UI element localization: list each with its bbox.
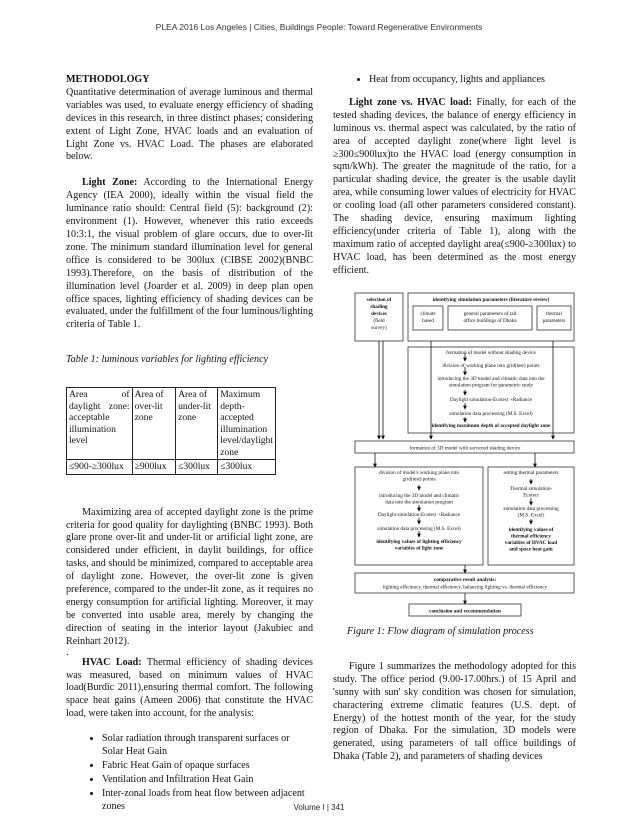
step2-text: division of working plane into grid(test) points	[442, 363, 540, 369]
figure-caption: Figure 1: Flow diagram of simulation process	[347, 626, 534, 637]
r2-text: Thermal simulation-Ecotect	[509, 486, 553, 499]
left-column	[66, 74, 313, 815]
list-item: • Fabric Heat Gain of opaque surfaces	[102, 760, 313, 773]
r4-text: identifying values of thermal efficiency variables of HVAC load and space heat gain	[504, 527, 558, 553]
thermal-text: thermal parameters	[542, 311, 566, 324]
light-vs-hvac-text: Finally, for each of the tested shading devices, the balance of energy efficiency in luminous vs. thermal aspect was calculated, by the ratio of area of accepted daylight zone(where light level is ≥300≤900lux)to the HVAC load (energy consumption in sqm/kWh). The greater the magnitude of the ratio, for a particular shading device, the greater is the usable daylit area, while consuming lower values of electricity for HVAC or cooling load (all other parameters considered constant). The shading device, ensuring maximum lighting efficiency(under criteria of Table 1), along with the maximum ratio of accepted daylight area(≤900-≥300lux) to HVAC load, has been determined as the most energy efficient.	[333, 96, 576, 276]
l4-text: simulation data processing (M.S. Excel)	[377, 526, 461, 532]
list-item: • Solar radiation through transparent surfaces or Solar Heat Gain	[102, 733, 313, 759]
l3-text: Daylight simulation-Ecotect +Radiance	[377, 512, 461, 518]
id-params-text: identifying simulation parameters (literature review)	[432, 297, 550, 303]
table-cell: ≤300lux	[218, 460, 276, 475]
light-zone-text: According to the International Energy Agency (IEA 2000), ideally within the visual field the luminance ratio should: Central field (5): background (2): environment (1). However, whenever this ratio exceeds 10:3:1, the visual problem of glare occurs, due to over-lit zone. The minimum standard illumination level for general office is considered to be 300lux (CIBSE 2002)(BNBC 1993).Therefore, on the basis of distribution of the illumination level (Joarder et al. 2009) in deep plan open office spaces, lighting efficiency of shading devices can be evaluated, under the fulfillment of the four luminous/lighting criteria of Table 1.	[66, 177, 313, 331]
hvac-text: Thermal efficiency of shading devices was measured, based on minimum values of HVAC load(Burdic 2011),ensuring thermal comfort. The following space heat gains (Ameen 2006) that constitute the HVAC load, were taken into account, for the analysis:	[66, 656, 313, 720]
step1-text: formation of model without shading device	[446, 350, 536, 356]
model-group-box	[408, 347, 574, 433]
hvac-paragraph	[66, 657, 313, 722]
climate-text: climate based	[420, 311, 436, 324]
table-cell: ≥900lux	[132, 460, 175, 475]
summary-paragraph: Figure 1 summarizes the methodology adopted for this study. The office period (9.00-17.00hrs.) of 15 April and 'sunny with sun' sky condition was chosen for simulation, charactering extreme climatic features (U.S. dept. of Energy) of the hottest month of the year, for the study region of Dhaka. For the simulation, 3D models were generated, using parameters of tall office buildings of Dhaka (Table 2), and parameters of shading devices	[333, 660, 576, 763]
table-row	[67, 460, 276, 475]
table-header-cell: Area of daylight zone: acceptable illumination level	[67, 388, 133, 460]
step6-text: identifying maximum depth of accepted daylight zone	[431, 423, 551, 429]
page-footer: Volume I | 341	[293, 803, 345, 812]
table-header-cell: Maximum depth-accepted illumination level/daylight zone	[218, 388, 276, 460]
stray-dot: .	[66, 646, 69, 658]
luminous-table	[66, 387, 276, 475]
heat-gain-list-cont	[333, 74, 576, 87]
form3d-text: formation of 3D model with surveyed shading device	[409, 445, 521, 452]
table-header-cell: Area of under-lit zone	[176, 388, 218, 460]
heat-gain-list	[66, 733, 313, 813]
table-header-cell: Area of over-lit zone	[132, 388, 175, 460]
r1-text: setting thermal parameters	[503, 470, 559, 476]
l2-text: introducing the 3D model and climatic data into the simulation program	[378, 493, 460, 506]
table-caption: Table 1: luminous variables for lighting efficiency	[66, 354, 269, 366]
list-item: • Ventilation and Infiltration Heat Gain	[102, 774, 313, 787]
right-lower	[333, 626, 576, 764]
comp1-text: comparative result analysis:	[433, 577, 497, 583]
table-header-row	[67, 388, 276, 460]
light-vs-hvac-paragraph	[333, 97, 576, 278]
hvac-heading: HVAC Load:	[82, 656, 142, 668]
l1-text: division of model's working plane into grid(test) points	[378, 470, 460, 483]
general-text: general parameters of tall office buildings of Dhaka	[463, 311, 517, 324]
light-zone-paragraph	[66, 177, 313, 332]
table-cell: ≤900-≥300lux	[67, 460, 133, 475]
step4-text: Daylight simulation-Ecotect +Radiance	[449, 397, 533, 403]
conclusion-text: conclusion and recommendation	[429, 608, 501, 615]
maximizing-paragraph: Maximizing area of accepted daylight zone is the prime criteria for good quality for daylighting (BNBC 1993). Both glare prone over-lit and under-lit or artificial light zone, are considered under efficient, in daylit buildings, for office tasks, and should be minimized, compared to acceptable area of daylight zone. However, the over-lit zone is given preference, compared to the under-lit zone, as it requires no energy consumption for artificial lighting. Moreover, it may be converted into usable area, merely by changing the direction of seating in the interior layout (Jakubiec and Reinhart 2012).	[66, 506, 313, 647]
right-column	[333, 74, 576, 278]
light-vs-hvac-heading: Light zone vs. HVAC load:	[349, 96, 472, 108]
methodology-heading: METHODOLOGY	[66, 74, 150, 85]
r3-text: simulation data processing (M.S. Excel)	[503, 506, 559, 519]
flow-diagram	[353, 291, 576, 621]
step3-text: introducing the 3D model and climatic data into the simulation program for parametric study	[437, 376, 545, 389]
methodology-paragraph: Quantitative determination of average luminous and thermal variables was used, to evaluate energy efficiency of shading devices in this research, in three distinct phases; considering extent of Light Zone, HVAC loads and an evaluation of Light Zone vs. HVAC Load. The phases are elaborated below.	[66, 86, 313, 163]
l5-text: identifying values of lighting efficiency variables of light zone	[376, 539, 462, 552]
running-header: PLEA 2016 Los Angeles | Cities, Buildings People: Toward Regenerative Environments	[155, 22, 483, 32]
list-item: • Inter-zonal loads from heat flow between adjacent zones	[102, 788, 313, 814]
light-zone-heading: Light Zone:	[82, 177, 138, 189]
table-cell: ≤300lux	[176, 460, 218, 475]
step5-text: simulation data processing (M.S. Excel)	[449, 411, 533, 417]
list-item: • Heat from occupancy, lights and appliances	[369, 74, 576, 87]
selection-text: selection of shading devices (field survey)	[366, 297, 392, 331]
comp2-text: lighting efficiency, thermal efficiency, balancing lighting vs. thermal efficiency	[382, 584, 548, 591]
